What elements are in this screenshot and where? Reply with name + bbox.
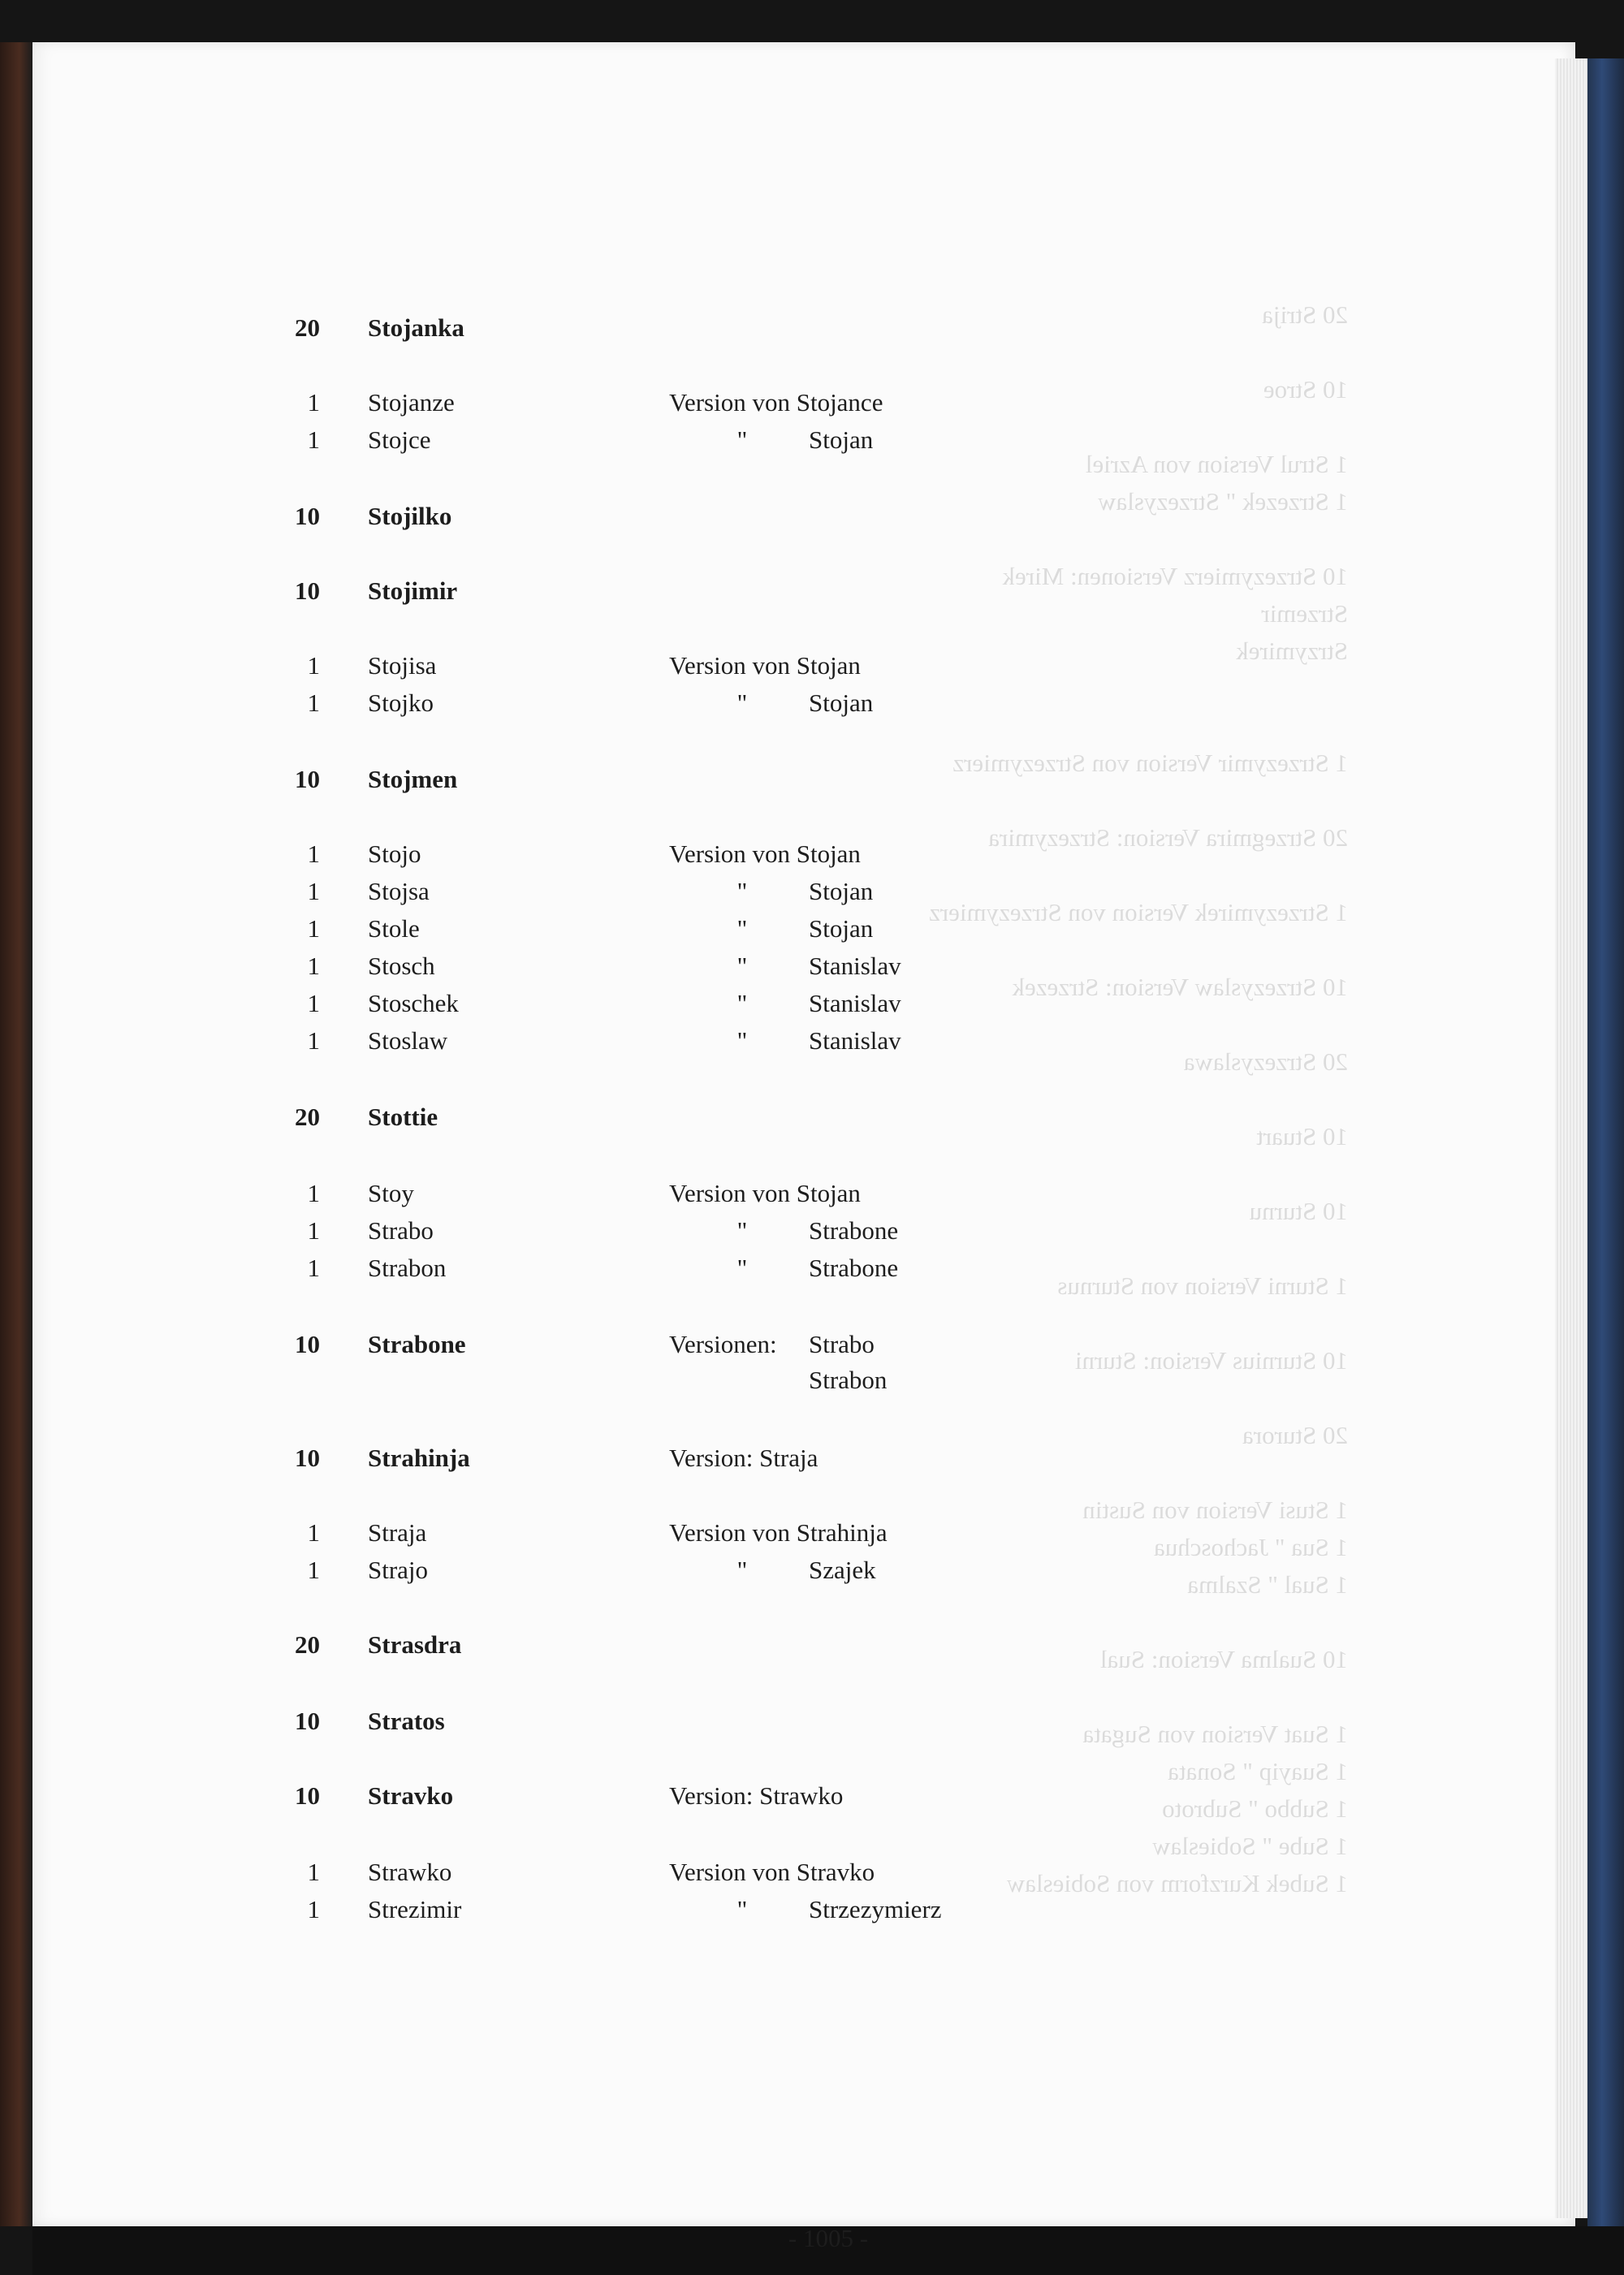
entry-count: 1 — [307, 877, 320, 905]
entry-row — [0, 685, 1624, 721]
entry-row — [0, 648, 1624, 684]
entry-name: Strabone — [368, 1330, 466, 1358]
entry-row — [0, 1250, 1624, 1286]
ditto-mark: " — [736, 689, 748, 717]
entry-reference: Strabon — [809, 1366, 888, 1394]
entry-count: 10 — [295, 1781, 320, 1810]
entry-count: 10 — [295, 502, 320, 530]
entry-count: 1 — [307, 1254, 320, 1282]
entry-name: Strajo — [368, 1556, 429, 1584]
entry-row — [0, 1327, 1624, 1362]
entry-count: 10 — [295, 576, 320, 605]
entry-row — [0, 1552, 1624, 1588]
entry-count: 1 — [307, 1026, 320, 1055]
entry-row — [0, 1778, 1624, 1814]
ditto-mark: " — [736, 914, 748, 943]
ditto-mark: " — [736, 425, 748, 454]
entry-name: Stojko — [368, 689, 434, 717]
entry-count: 10 — [295, 1707, 320, 1735]
entry-row — [0, 422, 1624, 458]
entry-row — [0, 948, 1624, 984]
entry-row — [0, 836, 1624, 872]
entry-name: Strahinja — [368, 1444, 470, 1472]
entry-name: Stottie — [368, 1103, 438, 1131]
ditto-mark: " — [736, 1216, 748, 1245]
entry-row — [0, 874, 1624, 909]
entry-count: 10 — [295, 765, 320, 793]
entry-name: Stoschek — [368, 989, 459, 1017]
entry-row — [0, 762, 1624, 797]
entry-reference: Stanislav — [809, 989, 901, 1017]
entry-row — [0, 1892, 1624, 1927]
entry-reference: Szajek — [809, 1556, 876, 1584]
entry-description: Versionen: — [669, 1330, 777, 1358]
entry-count: 1 — [307, 840, 320, 868]
entry-count: 1 — [307, 1556, 320, 1584]
entry-count: 1 — [307, 388, 320, 417]
entry-row — [0, 1854, 1624, 1890]
entry-reference: Strabone — [809, 1216, 899, 1245]
entry-row — [0, 1213, 1624, 1249]
entry-count: 20 — [295, 1103, 320, 1131]
entry-reference: Stojan — [809, 877, 874, 905]
entry-name: Strezimir — [368, 1895, 462, 1923]
entry-name: Stojisa — [368, 651, 437, 680]
entry-reference: Strzezymierz — [809, 1895, 942, 1923]
entry-count: 1 — [307, 1179, 320, 1207]
entry-row — [0, 911, 1624, 947]
entry-name: Stojmen — [368, 765, 458, 793]
entry-name: Stojce — [368, 425, 431, 454]
ditto-mark: " — [736, 1254, 748, 1282]
entry-name: Stoy — [368, 1179, 414, 1207]
ditto-mark: " — [736, 877, 748, 905]
entry-row — [0, 385, 1624, 421]
entry-name: Strabon — [368, 1254, 447, 1282]
entry-description: Version: Straja — [669, 1444, 818, 1472]
entry-reference: Stojan — [809, 914, 874, 943]
entry-row — [0, 1703, 1624, 1739]
entry-name: Stratos — [368, 1707, 445, 1735]
entry-name: Stojanka — [368, 313, 464, 342]
entry-row — [0, 986, 1624, 1021]
entry-name: Strawko — [368, 1858, 452, 1886]
entry-count: 1 — [307, 689, 320, 717]
entry-row — [0, 1515, 1624, 1551]
entry-reference: Stojan — [809, 689, 874, 717]
entry-description: Version von Stojance — [669, 388, 883, 417]
ditto-mark: " — [736, 1556, 748, 1584]
entry-count: 20 — [295, 313, 320, 342]
entry-count: 10 — [295, 1330, 320, 1358]
entry-count: 1 — [307, 914, 320, 943]
entry-row — [0, 1099, 1624, 1135]
entry-count: 1 — [307, 1518, 320, 1547]
entry-count: 20 — [295, 1630, 320, 1659]
entry-description: Version: Strawko — [669, 1781, 844, 1810]
entry-description: Version von Strahinja — [669, 1518, 888, 1547]
entry-description: Version von Stravko — [669, 1858, 875, 1886]
entry-count: 10 — [295, 1444, 320, 1472]
entry-name: Stojo — [368, 840, 421, 868]
entry-row — [0, 499, 1624, 534]
entry-name: Stojanze — [368, 388, 455, 417]
entry-reference: Stanislav — [809, 952, 901, 980]
entry-count: 1 — [307, 1216, 320, 1245]
entry-name: Stojsa — [368, 877, 430, 905]
entry-count: 1 — [307, 1895, 320, 1923]
entry-reference: Strabone — [809, 1254, 899, 1282]
entry-name: Stoslaw — [368, 1026, 448, 1055]
entry-reference: Stanislav — [809, 1026, 901, 1055]
ditto-mark: " — [736, 1026, 748, 1055]
entry-count: 1 — [307, 952, 320, 980]
entry-reference: Strabo — [809, 1330, 875, 1358]
ditto-mark: " — [736, 1895, 748, 1923]
entry-row — [0, 573, 1624, 609]
entry-count: 1 — [307, 425, 320, 454]
entry-row — [0, 1176, 1624, 1211]
ditto-mark: " — [736, 952, 748, 980]
entry-count: 1 — [307, 989, 320, 1017]
entry-name: Straja — [368, 1518, 427, 1547]
entry-description: Version von Stojan — [669, 1179, 861, 1207]
entry-name: Stojilko — [368, 502, 452, 530]
entry-name: Stojimir — [368, 576, 458, 605]
entry-name: Stosch — [368, 952, 435, 980]
entry-row — [0, 1440, 1624, 1476]
entry-row — [0, 1627, 1624, 1663]
entry-count: 1 — [307, 1858, 320, 1886]
entry-row — [0, 1362, 1624, 1398]
page-number: - 1005 - — [788, 2224, 869, 2252]
entry-name: Strasdra — [368, 1630, 462, 1659]
entry-name: Stole — [368, 914, 420, 943]
entry-reference: Stojan — [809, 425, 874, 454]
entry-description: Version von Stojan — [669, 840, 861, 868]
entry-name: Stravko — [368, 1781, 454, 1810]
entry-name: Strabo — [368, 1216, 434, 1245]
ditto-mark: " — [736, 989, 748, 1017]
entry-count: 1 — [307, 651, 320, 680]
entry-row — [0, 1023, 1624, 1059]
entry-row — [0, 310, 1624, 346]
entry-description: Version von Stojan — [669, 651, 861, 680]
